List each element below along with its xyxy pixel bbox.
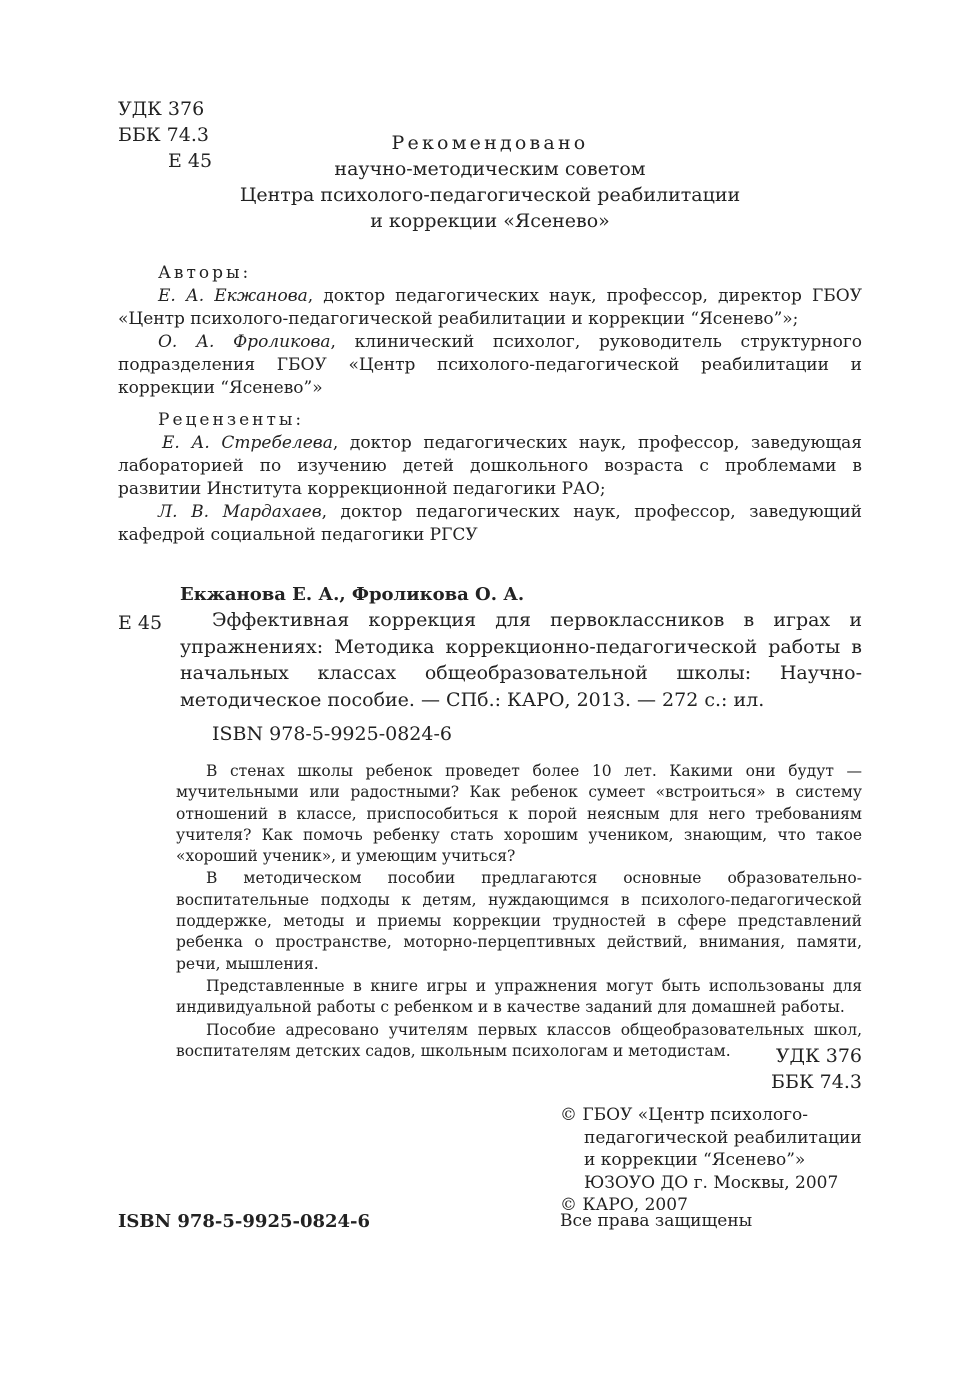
bibliographic-description-text: Эффективная коррекция для первоклассников в играх и упражнениях: Методика коррекционно-педагогической работы в начальных классах общеобразовательной школы: Научно-методическое пособие. — СПб.: КАРО, 2013. — 272 с.: ил. [180, 609, 862, 711]
recommendation-line: и коррекции «Ясенево» [370, 210, 610, 232]
annotation-paragraph: В стенах школы ребенок проведет более 10 лет. Какими они будут — мучительными или радостными? Как ребенок сумеет «встроиться» в систему отношений в классе, приспособиться к порой неясным для него требованиям учителя? Как помочь ребенку стать хорошим учеником, знающим, что такое «хороший ученик», и умеющим учиться? [176, 762, 862, 866]
annotation-paragraph: Пособие адресовано учителям первых классов общеобразовательных школ, воспитателям детских садов, школьным психологам и методистам. [176, 1020, 862, 1060]
copyright-line: © КАРО, 2007 [560, 1195, 688, 1215]
annotation-paragraph: Представленные в книге игры и упражнения могут быть использованы для индивидуальной работы с ребенком и в качестве заданий для домашней работы. [176, 976, 862, 1017]
author-name: О. А. Фроликова [158, 332, 331, 352]
udk-code: УДК 376 [118, 98, 205, 120]
recommendation-line: научно-методическим советом [334, 158, 646, 180]
copyright-block [560, 1104, 880, 1217]
annotation [176, 761, 862, 1063]
copyright-line: © ГБОУ «Центр психолого- [560, 1105, 809, 1125]
author-name: Е. А. Екжанова [158, 286, 308, 306]
author-entry [118, 331, 862, 400]
copyright-line: педагогической реабилитации [584, 1127, 862, 1148]
reviewer-entry [118, 432, 862, 501]
annotation-paragraph: В методическом пособии предлагаются основные образовательно-воспитательные подходы к детям, нуждающимся в психолого-педагогической поддержке, методы и приемы коррекции трудностей в сфере представлений ребенка о пространстве, моторно-перцептивных действий, внимания, памяти, речи, мышления. [176, 869, 862, 973]
isbn-line: ISBN 978-5-9925-0824-6 [212, 723, 452, 745]
bibliographic-heading: Екжанова Е. А., Фроликова О. А. [180, 584, 525, 605]
classification-codes [118, 96, 212, 174]
reviewer-name: Е. А. Стребелева [162, 433, 333, 453]
copyright-line: ЮЗОУО ДО г. Москвы, 2007 [584, 1172, 839, 1193]
recommendation-title: Рекомендовано [391, 132, 589, 154]
recommendation-block [230, 130, 750, 234]
reviewer-entry [118, 501, 862, 547]
footer-udk-code: УДК 376 [775, 1045, 862, 1067]
reviewer-name: Л. В. Мардахаев [158, 502, 322, 522]
all-rights-reserved: Все права защищены [560, 1211, 753, 1231]
footer-isbn: ISBN 978-5-9925-0824-6 [118, 1211, 371, 1232]
footer-bbk-code: ББК 74.3 [771, 1071, 862, 1093]
bibliographic-author-mark: Е 45 [118, 612, 163, 634]
bibliographic-description [180, 607, 862, 713]
footer-classification-codes [760, 1043, 862, 1095]
authors-section [118, 262, 862, 400]
reviewers-section [118, 409, 862, 547]
copyright-line: и коррекции “Ясенево”» [584, 1150, 806, 1170]
reviewer-description: , доктор педагогических наук, профессор, заведующая лабораторией по изучению детей дошкольного возраста с проблемами в развитии Института коррекционной педагогики РАО; [118, 433, 862, 499]
author-description: , клинический психолог, руководитель структурного подразделения ГБОУ «Центр психолого-педагогической реабилитации и коррекции “Ясенево”» [118, 332, 862, 398]
recommendation-line: Центра психолого-педагогической реабилитации [239, 184, 741, 206]
author-description: , доктор педагогических наук, профессор, директор ГБОУ «Центр психолого-педагогической реабилитации и коррекции “Ясенево”»; [118, 286, 862, 329]
authors-label: Авторы: [158, 263, 252, 283]
bbk-code: ББК 74.3 [118, 124, 209, 146]
author-mark: Е 45 [168, 150, 213, 172]
author-entry [118, 285, 862, 331]
reviewer-description: , доктор педагогических наук, профессор, заведующий кафедрой социальной педагогики РГСУ [118, 502, 862, 545]
reviewers-label: Рецензенты: [158, 410, 305, 430]
